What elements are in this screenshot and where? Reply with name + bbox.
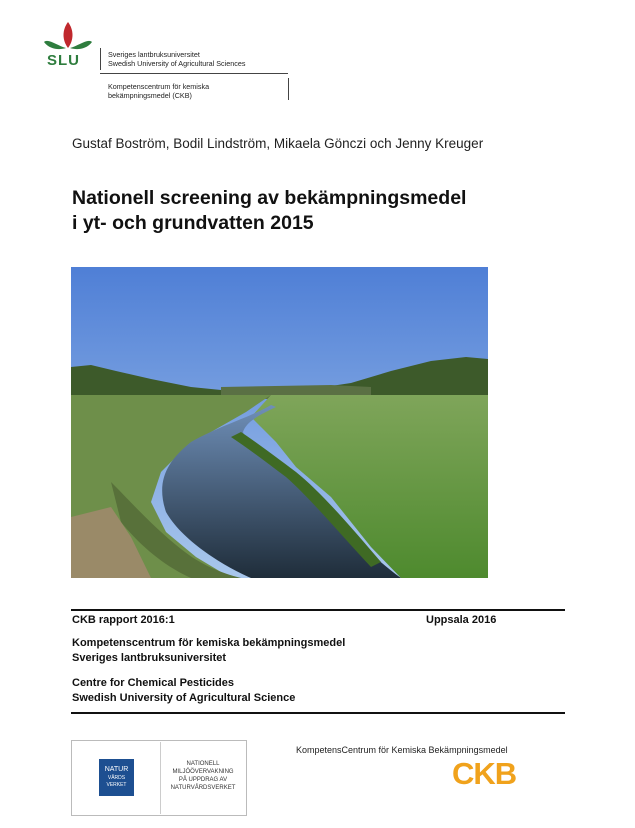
badge-divider: [160, 742, 161, 814]
nv-text-line1: NATIONELL: [186, 761, 220, 767]
report-title-line1: Nationell screening av bekämpningsmedel: [72, 187, 467, 209]
authors: Gustaf Boström, Bodil Lindström, Mikaela Gönczi och Jenny Kreuger: [72, 136, 484, 151]
divider-rule: [71, 609, 565, 611]
report-title-line2: i yt- och grundvatten 2015: [72, 212, 314, 234]
header-divider: [288, 78, 289, 100]
cover-photo: [71, 267, 488, 578]
ckb-full-name: KompetensCentrum för Kemiska Bekämpningsmedel: [296, 745, 508, 755]
university-name-sv: Sveriges lantbruksuniversitet: [108, 50, 200, 59]
naturvardsverket-logo-icon: [99, 759, 134, 796]
nv-text-line4: NATURVÅRDSVERKET: [170, 785, 236, 791]
nv-logo-line2: VÅRDS: [107, 775, 126, 781]
centre-name-line1: Kompetenscentrum för kemiska: [108, 82, 210, 91]
institution-centre-sv: Kompetenscentrum för kemiska bekämpningsmedel: [72, 637, 346, 649]
institution-university-sv: Sveriges lantbruksuniversitet: [72, 652, 227, 664]
nv-text-line3: PÅ UPPDRAG AV: [178, 777, 228, 783]
slu-wordmark: SLU: [47, 52, 80, 69]
centre-name-line2: bekämpningsmedel (CKB): [108, 91, 192, 100]
nv-logo-line1: NATUR: [104, 766, 129, 773]
institution-university-en: Swedish University of Agricultural Science: [72, 692, 296, 704]
divider-rule: [71, 712, 565, 714]
report-title: [72, 186, 542, 236]
report-place-year: Uppsala 2016: [426, 614, 497, 626]
report-number: CKB rapport 2016:1: [72, 614, 175, 626]
ckb-logo: CKB: [452, 756, 517, 791]
nv-text-line2: MILJÖÖVERVAKNING: [172, 769, 234, 775]
university-name-en: Swedish University of Agricultural Sciences: [108, 59, 246, 68]
header-divider: [100, 48, 101, 70]
institution-centre-en: Centre for Chemical Pesticides: [72, 677, 235, 689]
nv-logo-line3: VERKET: [106, 782, 127, 788]
header-divider: [100, 73, 288, 74]
